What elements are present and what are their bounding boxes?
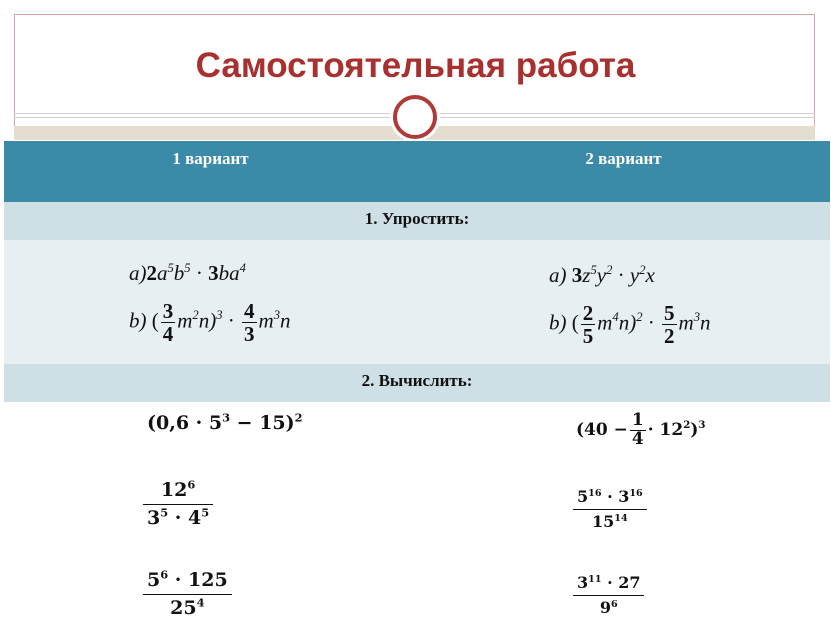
v2-compute-1: (40 − $\frac{1}{4}$ · $12^2)^3$ bbox=[576, 410, 706, 449]
v1-simplify-a: $a)2a^5b^5 \cdot 3ba^4$ bbox=[129, 260, 246, 285]
v1-compute-1: $(0,6 \cdot 5^3 - 15)^2$ bbox=[147, 410, 303, 434]
header-variant-1: 1 вариант bbox=[172, 149, 249, 168]
page-title: Самостоятельная работа bbox=[195, 46, 636, 85]
v2-simplify-a: a) $3z^5y^2 \cdot y^2x$ bbox=[549, 262, 655, 287]
v1-simplify-b: b) ( $\frac{3}{4}$ $m^2n)^3$ · $\frac{4}{3}$ $m^3n$ bbox=[129, 299, 291, 347]
section-heading-simplify: 1. Упростить: bbox=[4, 202, 830, 240]
v1-compute-3: $5^6 \cdot 125$ $25^4$ bbox=[143, 569, 232, 619]
header-variant-2: 2 вариант bbox=[585, 149, 662, 168]
section-heading-compute: 2. Вычислить: bbox=[4, 364, 830, 402]
task2-row bbox=[4, 402, 830, 623]
v2-compute-3: $3^{11} \cdot 27$ $9^6$ bbox=[573, 573, 644, 617]
ring-ornament-icon bbox=[393, 95, 437, 139]
v2-simplify-b: b) ( $\frac{2}{5}$ $m^4n)^2$ · $\frac{5}{2}$ $m^3n$ bbox=[549, 301, 711, 349]
v1-compute-2: $12^6$ $3^5 \cdot 4^5$ bbox=[143, 479, 213, 529]
v2-compute-2: $5^{16} \cdot 3^{16}$ $15^{14}$ bbox=[573, 487, 647, 531]
table-header bbox=[4, 141, 830, 202]
